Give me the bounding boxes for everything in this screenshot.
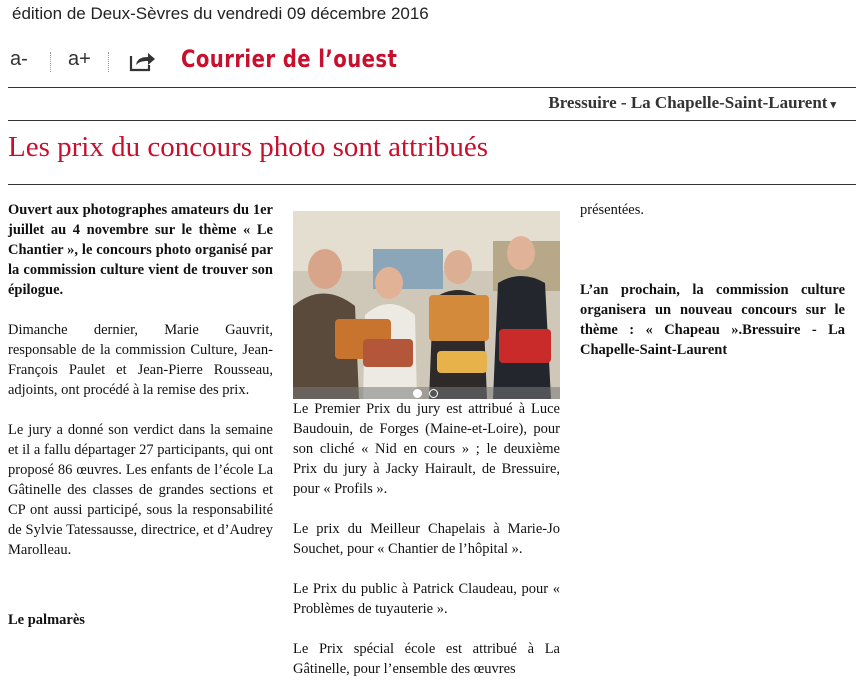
font-decrease-button[interactable]: a- [10, 48, 28, 70]
brand-logo[interactable]: Courrier de l’ouest [181, 45, 398, 73]
article-column-3 [580, 200, 845, 380]
award-ceremony-photo [293, 211, 560, 399]
article-column-1 [8, 200, 273, 650]
article-closing: L’an prochain, la commission culture organisera un nouveau concours sur le thème : « Chapeau ».Bressuire - La Chapelle-Saint-Laurent [580, 282, 845, 358]
carousel-dot-active[interactable] [413, 389, 422, 398]
article-lead: Ouvert aux photographes amateurs du 1er juillet au 4 novembre sur le thème « Le Chantier », le concours photo organisé par la commission culture vient de trouver son épilogue. [8, 202, 273, 298]
article-paragraph: Le Prix du public à Patrick Claudeau, pour « Problèmes de tuyauterie ». [293, 581, 560, 617]
location-label: Bressuire - La Chapelle-Saint-Laurent [548, 93, 828, 112]
header-divider [8, 87, 856, 88]
chevron-down-icon: ▾ [830, 99, 836, 111]
article-subhead: Le palmarès [8, 612, 85, 628]
location-divider [8, 120, 856, 121]
edition-line: édition de Deux-Sèvres du vendredi 09 décembre 2016 [12, 4, 429, 23]
font-increase-button[interactable]: a+ [68, 48, 91, 70]
article-paragraph: Le prix du Meilleur Chapelais à Marie-Jo Souchet, pour « Chantier de l’hôpital ». [293, 521, 560, 557]
article-photo[interactable] [293, 211, 560, 399]
carousel-indicator [293, 387, 560, 399]
toolbar-divider [50, 52, 51, 72]
article-column-2 [293, 211, 560, 699]
share-icon[interactable] [128, 50, 156, 72]
article-paragraph: Le jury a donné son verdict dans la semaine et il a fallu départager 27 participants, qui ont proposé 86 œuvres. Les enfants de l’école La Gâtinelle des classes de grandes sections et CP ont aussi participé, sous la responsabilité de Sylvie Tatessausse, directrice, et d’Audrey Marolleau. [8, 422, 273, 558]
article-paragraph: Le Prix spécial école est attribué à La Gâtinelle, pour l’ensemble des œuvres [293, 641, 560, 677]
article-paragraph-continued: présentées. [580, 202, 645, 218]
title-divider [8, 184, 856, 185]
article-paragraph: Dimanche dernier, Marie Gauvrit, responsable de la commission Culture, Jean-François Paulet et Jean-Pierre Rousseau, adjoints, ont procédé à la remise des prix. [8, 322, 273, 398]
toolbar [0, 44, 856, 84]
location-selector[interactable] [548, 93, 836, 113]
toolbar-divider [108, 52, 109, 72]
photo-caption: Le Premier Prix du jury est attribué à Luce Baudouin, de Forges (Maine-et-Loire), pour son cliché « Nid en cours » ; le deuxième Prix du jury à Jacky Hairault, de Bressuire, pour « Profils ». [293, 401, 560, 497]
carousel-dot[interactable] [429, 389, 438, 398]
article-title: Les prix du concours photo sont attribués [8, 131, 489, 163]
